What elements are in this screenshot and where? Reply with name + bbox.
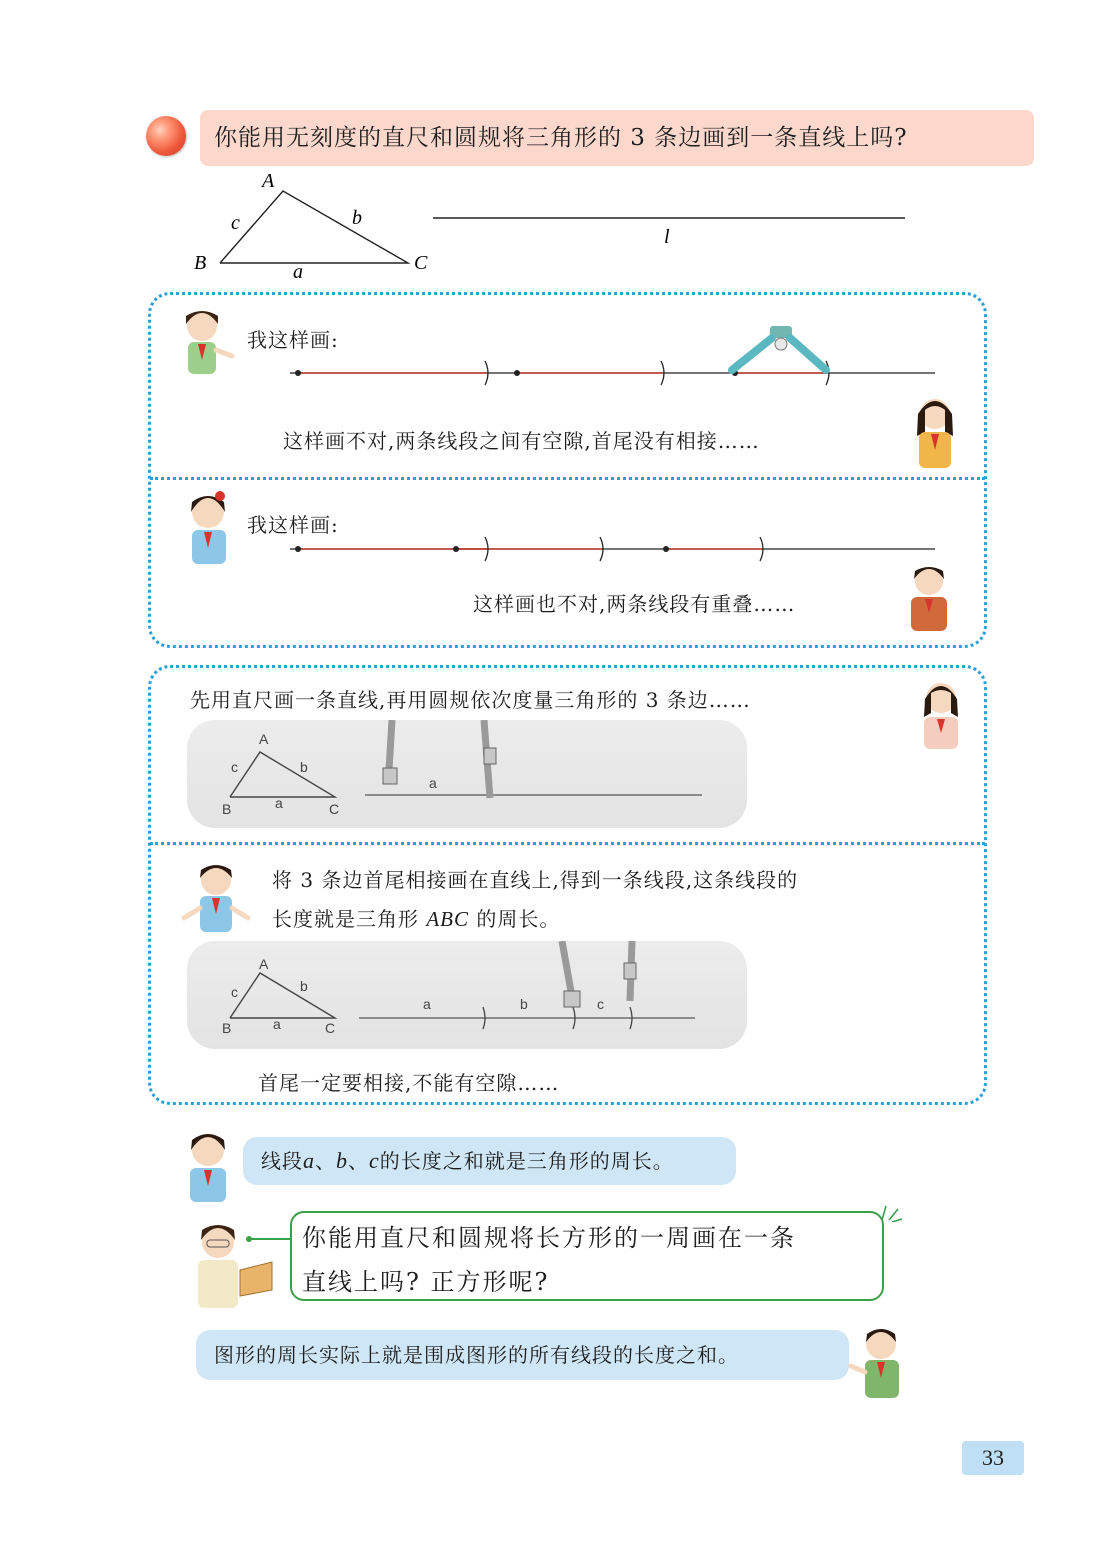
attempt1-reply: 这样画不对,两条线段之间有空隙,首尾没有相接…… [283,429,760,453]
line-l-label: l [664,226,670,248]
attempts-divider [150,477,985,480]
compass-icon [732,326,826,370]
method-step2-abc: ABC [426,907,470,931]
boy-avatar-1 [903,561,953,633]
photo1-label-A: A [259,731,269,747]
photo2-label-A: A [259,956,269,972]
photo1-label-C: C [329,801,340,817]
attempt2-reply: 这样画也不对,两条线段有重叠…… [473,592,796,616]
photo2-label-c: c [231,984,238,1000]
vertex-b-label: B [194,252,207,274]
conclusion-c: c [369,1148,380,1173]
photo1-label-B: B [222,801,232,817]
compass-photo1-icon [383,720,496,798]
teacher-question-bubble [290,1211,884,1301]
conclusion-b: b [336,1148,348,1173]
method-divider [150,842,985,845]
conclusion-sep2: 、 [348,1149,369,1173]
vertex-c-label: C [414,252,428,274]
attempt2-speech: 我这样画: [247,513,339,537]
method-note: 首尾一定要相接,不能有空隙…… [258,1071,560,1095]
photo2-label-C: C [325,1020,336,1036]
side-a-label: a [293,261,303,283]
conclusion-a: a [303,1148,315,1173]
attempt2-diagram [280,530,940,570]
method-step2-post: 的周长。 [476,907,561,931]
girl-avatar-3 [180,488,240,568]
attempt1-diagram [280,318,940,398]
method-step1: 先用直尺画一条直线,再用圆规依次度量三角形的 3 条边…… [190,688,751,712]
question-marker-icon [146,116,186,156]
conclusion-sep1: 、 [315,1149,336,1173]
summary-bubble: 图形的周长实际上就是围成图形的所有线段的长度之和。 [196,1330,849,1380]
photo-step1 [187,720,747,828]
photo2-label-c2: c [597,996,604,1012]
photo2-label-b2: b [520,996,528,1012]
boy-avatar-2 [178,858,258,938]
boy-avatar-3 [845,1322,915,1402]
photo1-label-c: c [231,759,238,775]
attempt1-speech: 我这样画: [247,328,339,352]
photo2-label-b: b [300,978,308,994]
conclusion-pre: 线段 [261,1149,303,1173]
pointer-connector [243,1233,293,1245]
teacher-question-line1: 你能用直尺和圆规将长方形的一周画在一条 [302,1224,796,1252]
photo2-label-a: a [273,1016,281,1032]
side-b-label: b [352,207,362,229]
question-banner: 你能用无刻度的直尺和圆规将三角形的 3 条边画到一条直线上吗? [200,110,1034,166]
photo1-label-a: a [275,795,283,811]
method-step2-pre: 长度就是三角形 [272,907,419,931]
girl-avatar-4 [914,677,968,751]
page-number: 33 [962,1441,1024,1475]
photo2-label-B: B [222,1020,232,1036]
girl-avatar-1 [168,306,238,378]
emphasis-marks-icon [878,1200,904,1222]
triangle-figure [180,165,940,285]
conclusion-bubble [243,1137,736,1185]
conclusion-post: 的长度之和就是三角形的周长。 [379,1149,674,1173]
photo1-label-a2: a [429,775,437,791]
photo2-label-a2: a [423,996,431,1012]
method-step2-line1: 将 3 条边首尾相接画在直线上,得到一条线段,这条线段的 [272,868,799,892]
teacher-question-line2: 直线上吗? 正方形呢? [302,1268,550,1296]
girl-avatar-5 [180,1128,240,1204]
side-c-label: c [231,212,240,234]
vertex-a-label: A [262,170,275,192]
girl-avatar-2 [905,392,963,472]
photo1-label-b: b [300,759,308,775]
method-step2-line2 [272,903,560,932]
photo-step2 [187,941,747,1049]
